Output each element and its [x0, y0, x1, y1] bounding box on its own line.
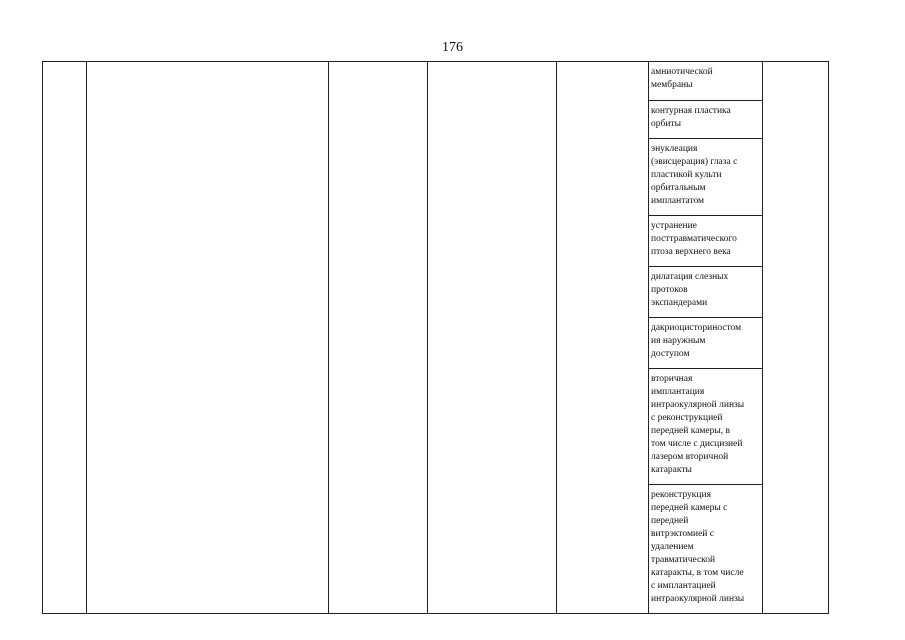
medical-procedures-table	[42, 61, 829, 614]
column-divider	[556, 62, 557, 613]
procedure-cell: устранение посттравматического птоза верхнего века	[648, 216, 762, 267]
column-divider	[86, 62, 87, 613]
procedure-cell: реконструкция передней камеры с передней витрэктомией с удалением травматической катаракты, в том числе с имплантацией интраокулярной линзы	[651, 490, 745, 604]
column-divider	[328, 62, 329, 613]
column-divider	[762, 62, 763, 613]
column-divider	[427, 62, 428, 613]
procedure-cell: дакриоцисториностом ия наружным доступом	[648, 318, 762, 369]
procedure-cell: дилатация слезных протоков экспандерами	[648, 267, 762, 318]
procedure-cell: амниотической мембраны	[648, 62, 762, 101]
procedure-column	[648, 62, 762, 613]
procedure-cell: контурная пластика орбиты	[648, 101, 762, 139]
procedure-cell: энуклеация (эвисцерация) глаза с пластикой культи орбитальным имплантатом	[648, 139, 762, 216]
page-number: 176	[442, 40, 463, 55]
procedure-cell: вторичная имплантация интраокулярной линзы с реконструкцией передней камеры, в том числе с дисцизией лазером вторичной катаракты	[648, 369, 762, 485]
